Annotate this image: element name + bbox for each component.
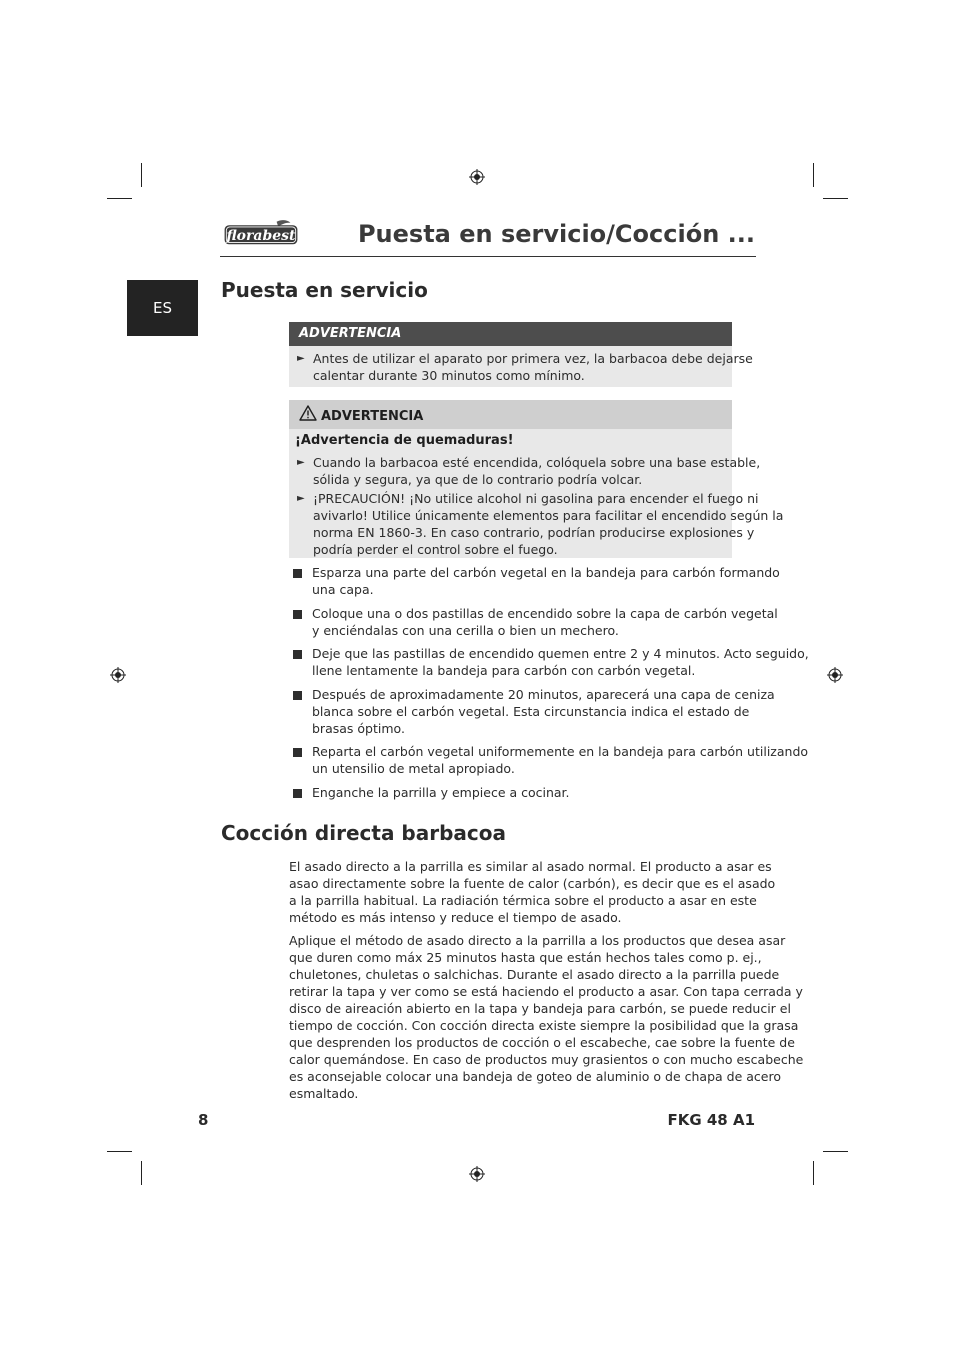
list-item: Coloque una o dos pastillas de encendido sobre la capa de carbón vegetal y enciéndalas con una cerilla o bien un mechero. <box>312 606 778 638</box>
section-title: Puesta en servicio <box>221 278 428 302</box>
list-item: Reparta el carbón vegetal uniformemente en la bandeja para carbón utilizando un utensilio de metal apropiado. <box>312 744 809 776</box>
model-number: FKG 48 A1 <box>667 1111 755 1129</box>
registration-mark-icon <box>469 1166 485 1182</box>
bullet-arrow-icon: ► <box>297 353 305 364</box>
warning-header: ADVERTENCIA <box>289 322 732 346</box>
warning-label: ADVERTENCIA <box>321 409 424 424</box>
crop-mark <box>813 1161 814 1185</box>
warning-text: Cuando la barbacoa esté encendida, colóquela sobre una base estable, sólida y segura, ya que de lo contrario podría volcar. <box>313 455 761 487</box>
crop-mark <box>823 1151 848 1152</box>
warning-text: Antes de utilizar el aparato por primera vez, la barbacoa debe dejarse calentar durante 30 minutos como mínimo. <box>313 351 753 383</box>
warning-subtitle: ¡Advertencia de quemaduras! <box>295 433 514 448</box>
list-item: Después de aproximadamente 20 minutos, aparecerá una capa de ceniza blanca sobre el carbón vegetal. Esta circunstancia indica el estado de brasas óptimo. <box>312 687 775 736</box>
crop-mark <box>141 163 142 187</box>
list-item: Deje que las pastillas de encendido quemen entre 2 y 4 minutos. Acto seguido, llene lentamente la bandeja para carbón con carbón vegetal. <box>312 646 809 678</box>
header-divider <box>220 256 756 257</box>
bullet-arrow-icon: ► <box>297 493 305 504</box>
registration-mark-icon <box>827 667 843 683</box>
bullet-square-icon <box>293 569 302 578</box>
bullet-square-icon <box>293 691 302 700</box>
page-title: Puesta en servicio/Cocción ... <box>357 220 755 248</box>
crop-mark <box>107 1151 132 1152</box>
paragraph: Aplique el método de asado directo a la parrilla a los productos que desea asar que duren como máx 25 minutos hasta que están hechos tales como p. ej., chuletones, chuletas o salchichas. Durante el asado directo a la parrilla puede retirar la tapa y ver como se está haciendo el producto a asar. Con tapa cerrada y disco de aireación abierto en la tapa y bandeja para carbón, se puede reducir el tiempo de cocción. Con cocción directa existe siempre la posibilidad que la grasa que desprenden los productos de cocción o el escabeche, cae sobre la fuente de calor quemándose. En caso de productos muy grasientos o con mucho escabeche es aconsejable colocar una bandeja de goteo de aluminio o de chapa de acero esmaltado. <box>289 933 804 1101</box>
registration-mark-icon <box>469 169 485 185</box>
paragraph: El asado directo a la parrilla es similar al asado normal. El producto a asar es asao directamente sobre la fuente de calor (carbón), es decir que es el asado a la parrilla habitual. La radiación térmica sobre el producto a asar en este método es más intenso y reduce el tiempo de asado. <box>289 859 776 925</box>
bullet-arrow-icon: ► <box>297 457 305 468</box>
crop-mark <box>823 198 848 199</box>
language-tab <box>127 280 198 336</box>
language-label: ES <box>153 299 172 317</box>
bullet-square-icon <box>293 650 302 659</box>
crop-mark <box>107 198 132 199</box>
bullet-square-icon <box>293 610 302 619</box>
crop-mark <box>813 163 814 187</box>
page-number: 8 <box>198 1111 209 1129</box>
logo-text: florabest <box>226 228 296 244</box>
warning-text: ¡PRECAUCIÓN! ¡No utilice alcohol ni gasolina para encender el fuego ni avivarlo! Utilice únicamente elementos para facilitar el encendido según la norma EN 1860-3. En caso contrario, podrían producirse explosiones y podría perder el control sobre el fuego. <box>313 491 784 557</box>
section-title: Cocción directa barbacoa <box>221 821 506 845</box>
warning-triangle-icon <box>299 405 317 421</box>
registration-mark-icon <box>110 667 126 683</box>
list-item: Esparza una parte del carbón vegetal en la bandeja para carbón formando una capa. <box>312 565 780 597</box>
bullet-square-icon <box>293 748 302 757</box>
crop-mark <box>141 1161 142 1185</box>
bullet-square-icon <box>293 789 302 798</box>
list-item: Enganche la parrilla y empiece a cocinar. <box>312 785 570 800</box>
